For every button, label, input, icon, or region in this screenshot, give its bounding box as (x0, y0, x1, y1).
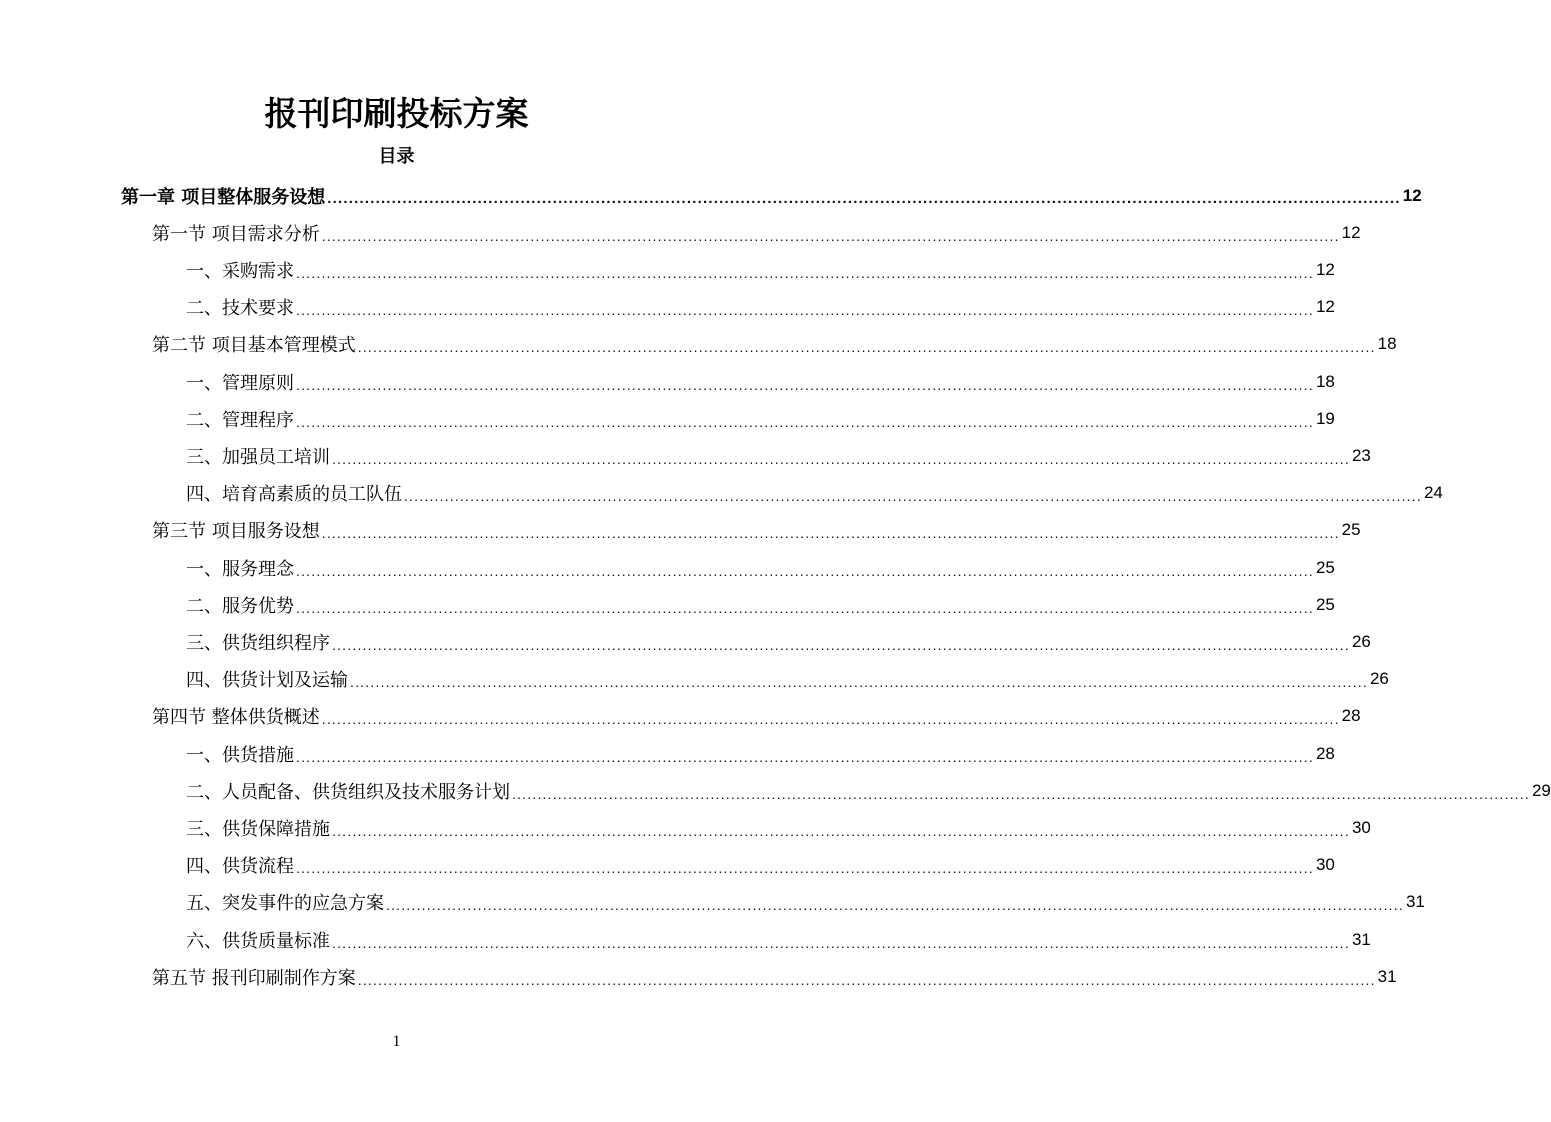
toc-dot-leader: ........................................................................................................................................................................................................ (327, 190, 1401, 207)
toc-entry[interactable] (0, 958, 1397, 995)
toc-dot-leader: ........................................................................................................................................................................................................ (296, 599, 1314, 616)
toc-entry[interactable] (0, 623, 1371, 660)
toc-entry-page: 12 (1341, 222, 1361, 242)
toc-entry[interactable] (0, 363, 1335, 400)
toc-entry-page: 28 (1315, 743, 1335, 763)
toc-entry-title: 二、管理程序 (186, 409, 294, 431)
toc-entry-page: 18 (1377, 334, 1397, 354)
toc-dot-leader: ........................................................................................................................................................................................................ (296, 562, 1314, 579)
toc-entry-title: 二、人员配备、供货组织及技术服务计划 (186, 781, 510, 803)
toc-entry-title: 三、供货保障措施 (186, 818, 330, 840)
toc-entry[interactable] (0, 735, 1335, 772)
toc-entry-title: 五、突发事件的应急方案 (186, 893, 384, 915)
toc-entry-title: 一、采购需求 (186, 260, 294, 282)
toc-entry-page: 31 (1405, 892, 1425, 912)
toc-dot-leader: ........................................................................................................................................................................................................ (357, 339, 1376, 356)
toc-dot-leader: ........................................................................................................................................................................................................ (332, 450, 1350, 467)
toc-entry-title: 二、服务优势 (186, 595, 294, 617)
toc-dot-leader: ........................................................................................................................................................................................................ (296, 748, 1314, 765)
toc-dot-leader: ........................................................................................................................................................................................................ (321, 227, 1340, 244)
toc-entry-title: 第二节 项目基本管理模式 (152, 335, 356, 357)
toc-entry[interactable] (0, 847, 1335, 884)
toc-dot-leader: ........................................................................................................................................................................................................ (321, 525, 1340, 542)
toc-entry[interactable] (0, 475, 1443, 512)
toc-entry-page: 23 (1351, 445, 1371, 465)
toc-dot-leader: ........................................................................................................................................................................................................ (296, 376, 1314, 393)
toc-entry-page: 19 (1315, 408, 1335, 428)
toc-entry-title: 第五节 报刊印刷制作方案 (152, 967, 356, 989)
toc-entry[interactable] (0, 586, 1335, 623)
toc-entry[interactable] (0, 289, 1335, 326)
toc-entry[interactable] (0, 177, 1422, 214)
toc-entry[interactable] (0, 512, 1361, 549)
page-number: 1 (392, 1033, 401, 1050)
toc-entry[interactable] (0, 326, 1397, 363)
toc-entry[interactable] (0, 214, 1361, 251)
toc-entry-title: 四、供货流程 (186, 856, 294, 878)
toc-entry-page: 26 (1369, 669, 1389, 689)
toc-entry-title: 第三节 项目服务设想 (152, 521, 320, 543)
toc-entry[interactable] (0, 921, 1371, 958)
document-title: 报刊印刷投标方案 (264, 94, 529, 133)
toc-entry-title: 二、技术要求 (186, 298, 294, 320)
toc-entry-title: 第一章 项目整体服务设想 (121, 186, 326, 208)
toc-entry-page: 31 (1377, 966, 1397, 986)
toc-dot-leader: ........................................................................................................................................................................................................ (404, 488, 1422, 505)
toc-entry-page: 12 (1315, 259, 1335, 279)
toc-entry-page: 12 (1402, 185, 1422, 205)
toc-dot-leader: ........................................................................................................................................................................................................ (296, 302, 1314, 319)
toc-entry[interactable] (0, 661, 1389, 698)
toc-entry-title: 六、供货质量标准 (186, 930, 330, 952)
toc-entry-title: 三、供货组织程序 (186, 632, 330, 654)
toc-entry-page: 25 (1315, 557, 1335, 577)
toc-entry-title: 一、供货措施 (186, 744, 294, 766)
toc-dot-leader: ........................................................................................................................................................................................................ (296, 413, 1314, 430)
toc-entry[interactable] (0, 884, 1425, 921)
toc-entry-page: 30 (1351, 817, 1371, 837)
toc-dot-leader: ........................................................................................................................................................................................................ (350, 674, 1368, 691)
toc-entry-page: 30 (1315, 855, 1335, 875)
toc-entry[interactable] (0, 400, 1335, 437)
toc-dot-leader: ........................................................................................................................................................................................................ (332, 934, 1350, 951)
toc-dot-leader: ........................................................................................................................................................................................................ (386, 897, 1404, 914)
toc-entry-page: 18 (1315, 371, 1335, 391)
toc-entry-page: 31 (1351, 929, 1371, 949)
toc-heading: 目录 (378, 146, 415, 167)
toc-entry-title: 四、供货计划及运输 (186, 670, 348, 692)
toc-entry-title: 一、管理原则 (186, 372, 294, 394)
toc-entry[interactable] (0, 772, 1551, 809)
toc-entry[interactable] (0, 809, 1371, 846)
toc-dot-leader: ........................................................................................................................................................................................................ (332, 822, 1350, 839)
toc-entry-page: 25 (1315, 594, 1335, 614)
toc-dot-leader: ........................................................................................................................................................................................................ (321, 711, 1340, 728)
toc-entry[interactable] (0, 549, 1335, 586)
toc-dot-leader: ........................................................................................................................................................................................................ (512, 785, 1530, 802)
toc-entry-title: 四、培育高素质的员工队伍 (186, 484, 402, 506)
toc-entry[interactable] (0, 698, 1361, 735)
toc-entry[interactable] (0, 437, 1371, 474)
toc-entry-title: 一、服务理念 (186, 558, 294, 580)
toc-dot-leader: ........................................................................................................................................................................................................ (332, 636, 1350, 653)
toc-entry-page: 29 (1531, 780, 1551, 800)
toc-entry[interactable] (0, 251, 1335, 288)
toc-dot-leader: ........................................................................................................................................................................................................ (357, 971, 1376, 988)
toc-entry-page: 24 (1423, 483, 1443, 503)
toc-entry-title: 第一节 项目需求分析 (152, 223, 320, 245)
toc-entry-title: 第四节 整体供货概述 (152, 707, 320, 729)
toc-dot-leader: ........................................................................................................................................................................................................ (296, 860, 1314, 877)
toc-dot-leader: ........................................................................................................................................................................................................ (296, 264, 1314, 281)
toc-entry-page: 28 (1341, 706, 1361, 726)
toc-entry-page: 26 (1351, 631, 1371, 651)
toc-entry-title: 三、加强员工培训 (186, 446, 330, 468)
toc-entry-page: 12 (1315, 297, 1335, 317)
toc-entry-page: 25 (1341, 520, 1361, 540)
